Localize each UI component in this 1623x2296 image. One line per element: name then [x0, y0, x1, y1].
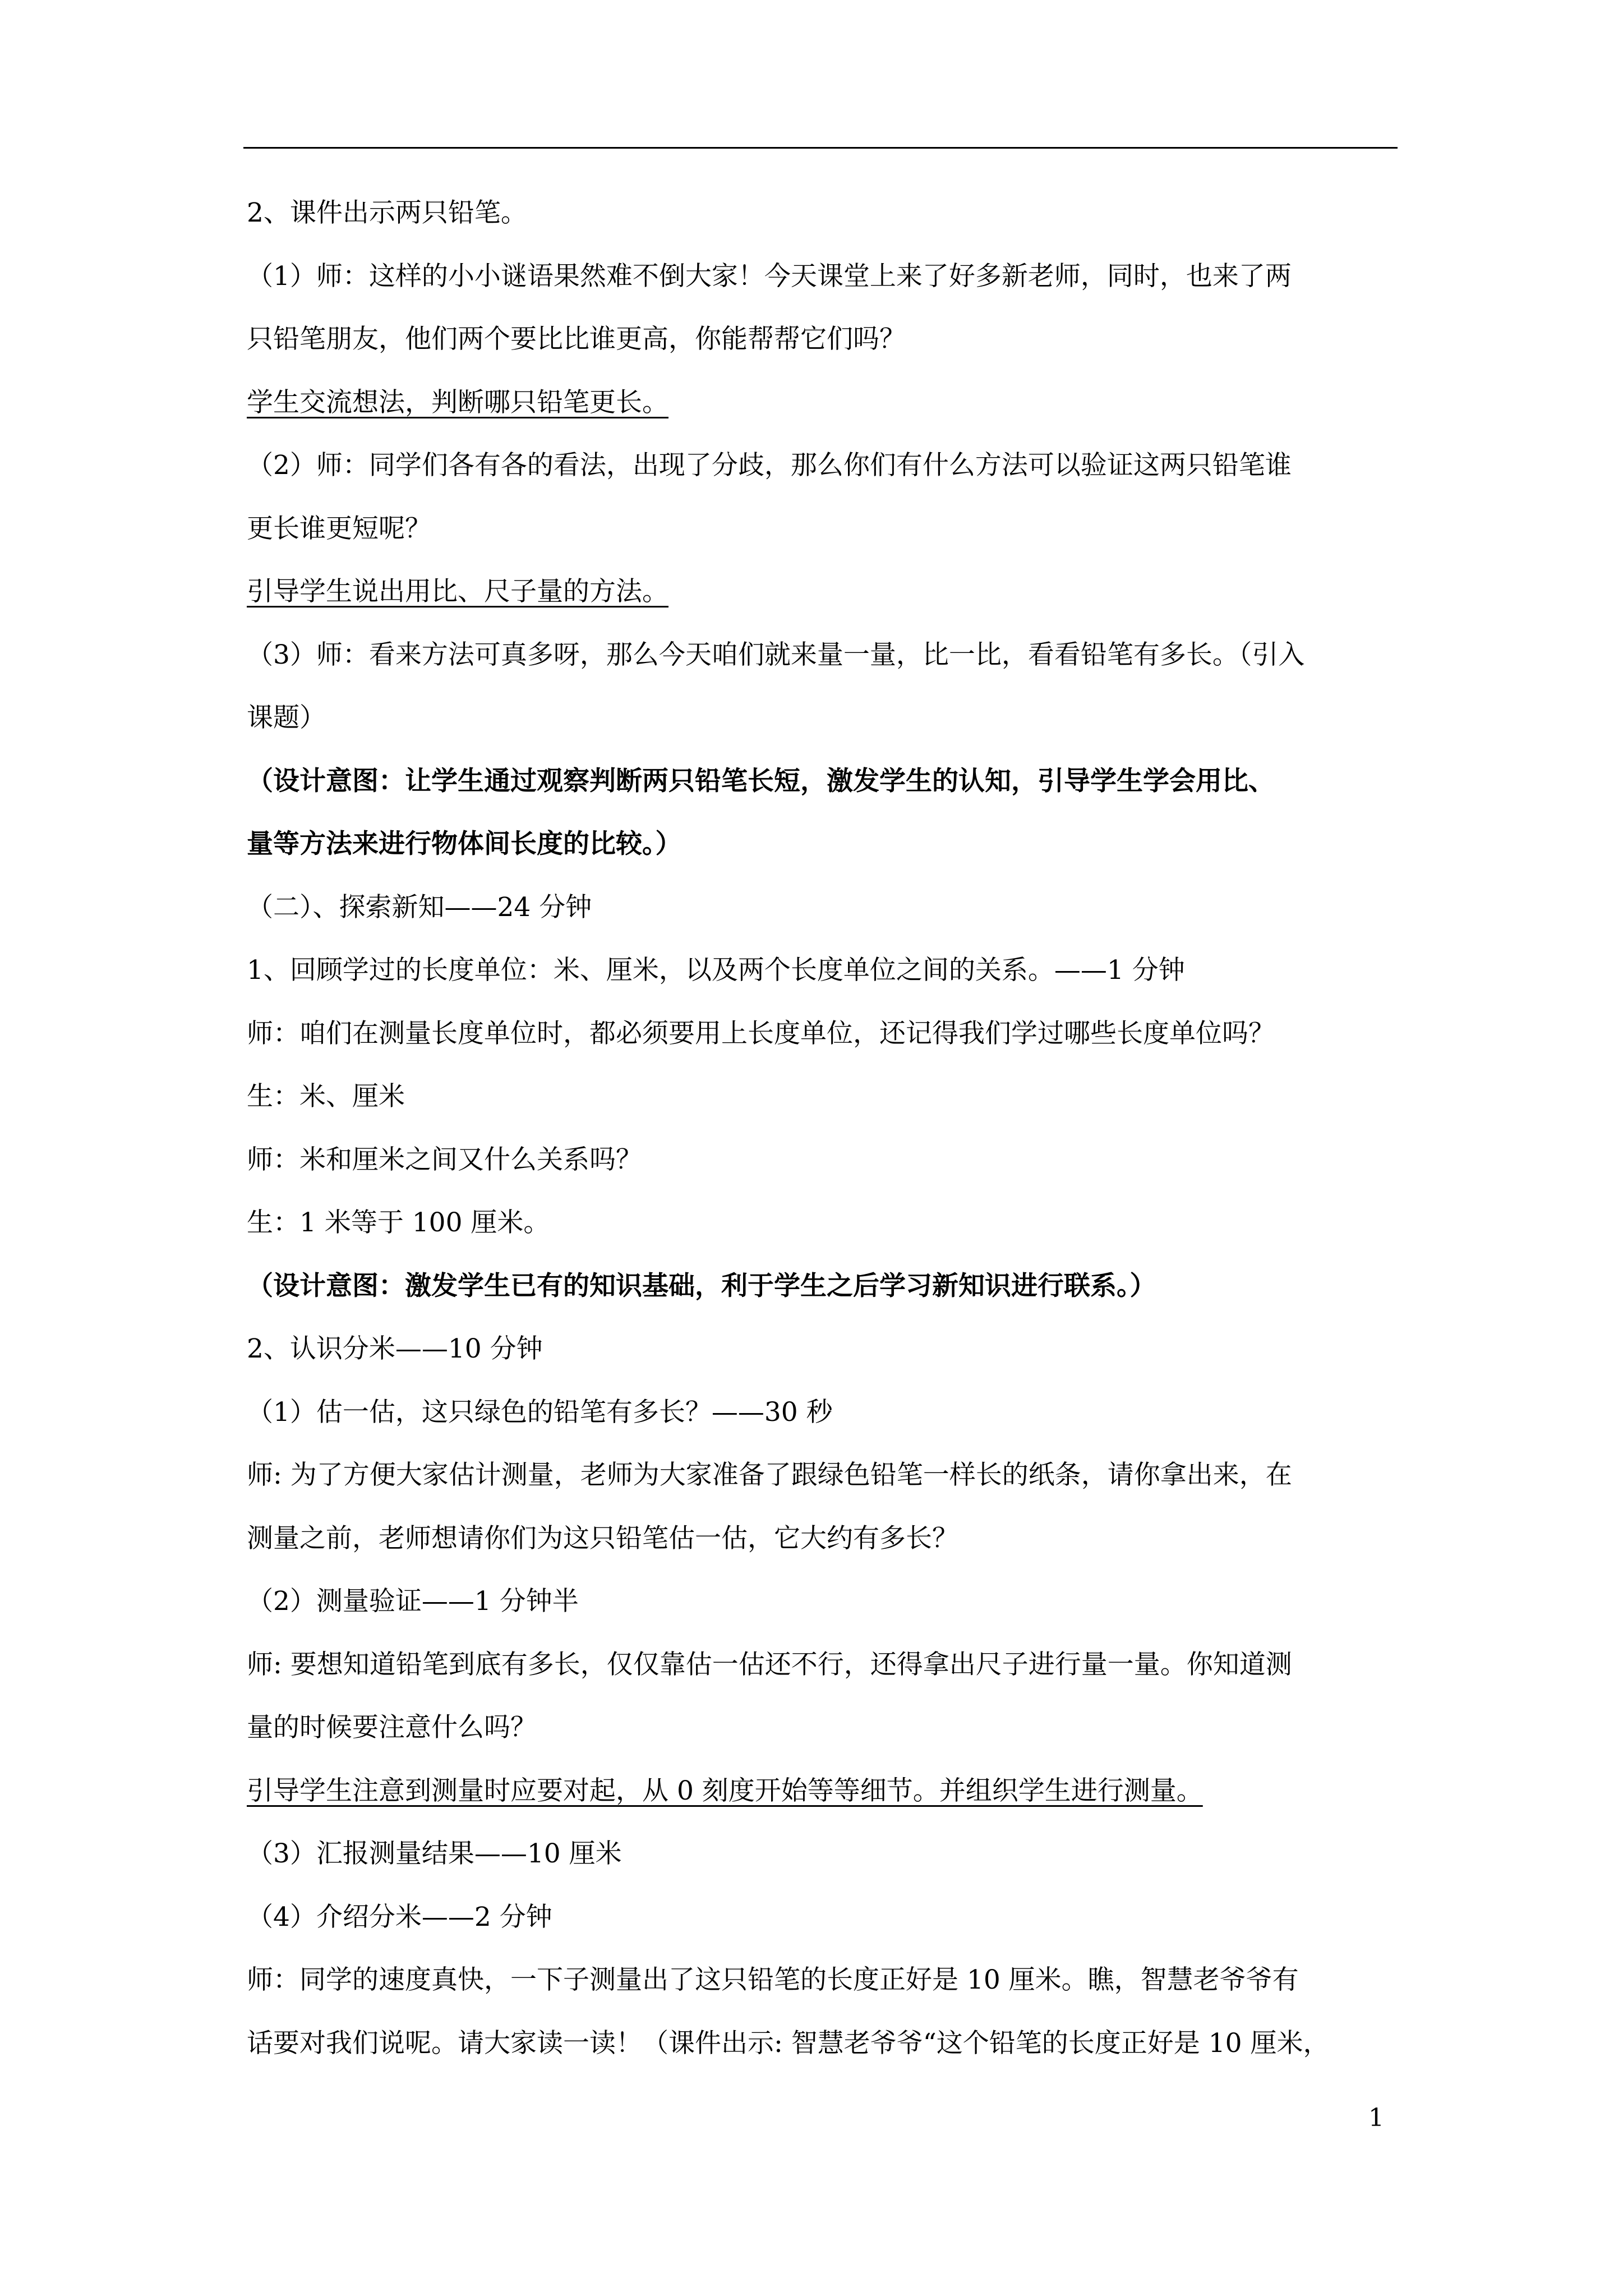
- text-line-2: （1）师：这样的小小谜语果然难不倒大家！今天课堂上来了好多新老师，同时，也来了两: [247, 261, 1292, 292]
- text-line-5: （2）师：同学们各有各的看法，出现了分歧，那么你们有什么方法可以验证这两只铅笔谁: [247, 450, 1292, 481]
- text-line-9: 课题）: [247, 702, 326, 733]
- text-line-26: 引导学生注意到测量时应要对起，从 0 刻度开始等等细节。并组织学生进行测量。: [247, 1775, 1203, 1806]
- page-number: 1: [1368, 2104, 1384, 2132]
- text-line-12: （二）、探索新知——24 分钟: [247, 892, 592, 923]
- text-line-22: 测量之前，老师想请你们为这只铅笔估一估，它大约有多长？: [247, 1523, 958, 1554]
- text-line-15: 生：米、厘米: [247, 1081, 405, 1112]
- text-line-10: （设计意图：让学生通过观察判断两只铅笔长短，激发学生的认知，引导学生学会用比、: [247, 766, 1275, 797]
- text-line-20: （1）估一估，这只绿色的铅笔有多长？——30 秒: [247, 1397, 833, 1428]
- text-line-6: 更长谁更短呢？: [247, 513, 431, 544]
- text-line-27: （3）汇报测量结果——10 厘米: [247, 1838, 622, 1869]
- text-line-28: （4）介绍分米——2 分钟: [247, 1902, 552, 1932]
- text-line-21: 师: 为了方便大家估计测量，老师为大家准备了跟绿色铅笔一样长的纸条，请你拿出来，在: [247, 1460, 1292, 1490]
- text-line-7: 引导学生说出用比、尺子量的方法。: [247, 576, 668, 607]
- text-line-19: 2、认识分米——10 分钟: [247, 1333, 543, 1364]
- text-line-18: （设计意图：激发学生已有的知识基础，利于学生之后学习新知识进行联系。）: [247, 1271, 1156, 1301]
- text-line-4: 学生交流想法，判断哪只铅笔更长。: [247, 387, 668, 418]
- text-line-17: 生：1 米等于 100 厘米。: [247, 1207, 550, 1238]
- text-line-1: 2、课件出示两只铅笔。: [247, 197, 527, 228]
- header-rule: [243, 147, 1398, 149]
- text-line-16: 师：米和厘米之间又什么关系吗？: [247, 1144, 642, 1175]
- text-line-8: （3）师：看来方法可真多呀，那么今天咱们就来量一量，比一比，看看铅笔有多长。（引入: [247, 639, 1305, 670]
- text-line-25: 量的时候要注意什么吗？: [247, 1712, 537, 1743]
- text-line-11: 量等方法来进行物体间长度的比较。）: [247, 829, 682, 859]
- text-line-13: 1、回顾学过的长度单位：米、厘米，以及两个长度单位之间的关系。——1 分钟: [247, 955, 1185, 986]
- text-line-3: 只铅笔朋友，他们两个要比比谁更高，你能帮帮它们吗？: [247, 324, 906, 355]
- text-line-23: （2）测量验证——1 分钟半: [247, 1586, 579, 1617]
- text-line-14: 师：咱们在测量长度单位时，都必须要用上长度单位，还记得我们学过哪些长度单位吗？: [247, 1018, 1275, 1049]
- text-line-30: 话要对我们说呢。请大家读一读！（课件出示: 智慧老爷爷“这个铅笔的长度正好是 10 厘米，: [247, 2028, 1330, 2059]
- text-line-24: 师: 要想知道铅笔到底有多长，仅仅靠估一估还不行，还得拿出尺子进行量一量。你知道测: [247, 1649, 1292, 1680]
- text-line-29: 师：同学的速度真快，一下子测量出了这只铅笔的长度正好是 10 厘米。瞧，智慧老爷爷有: [247, 1964, 1299, 1995]
